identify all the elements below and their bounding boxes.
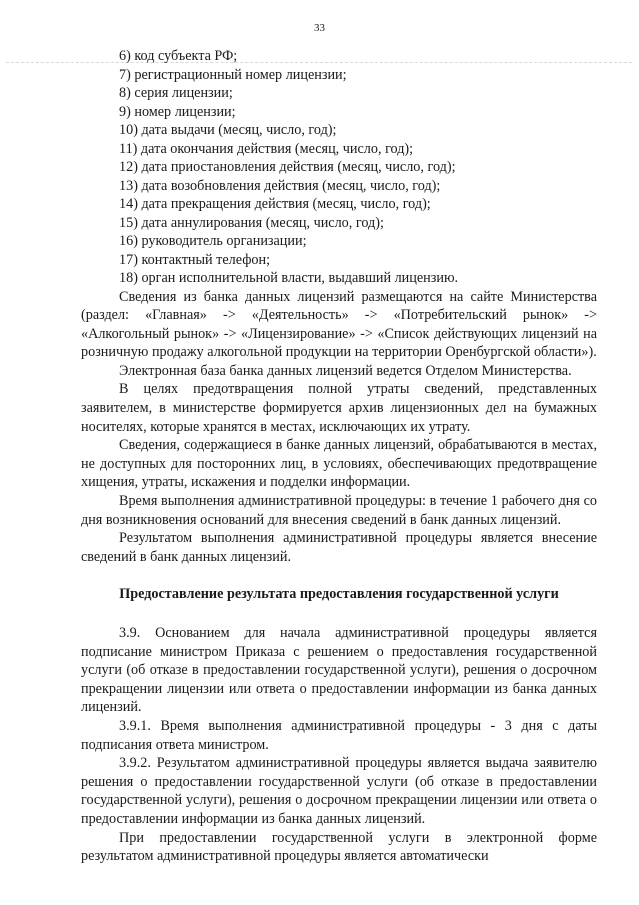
list-item: 14) дата прекращения действия (месяц, число, год); [119, 196, 431, 212]
list-item: 15) дата аннулирования (месяц, число, год); [119, 214, 384, 231]
paragraph-execution-time: Время выполнения административной процедуры: в течение 1 рабочего дня со дня возникновения оснований для внесения сведений в банк данных лицензий. [81, 493, 597, 528]
list-item: 18) орган исполнительной власти, выдавший лицензию. [119, 270, 459, 286]
list-item: 6) код субъекта РФ; [119, 48, 238, 64]
paragraph-electronic-database: Электронная база банка данных лицензий ведется Отделом Министерства. [119, 362, 572, 379]
list-item: 12) дата приостановления действия (месяц, число, год); [119, 159, 456, 175]
paragraph-3-9: 3.9. Основанием для начала административной процедуры является подписание министром Приказа с решением о предоставления государственной услуги (об отказе в предоставлении государственной услуги), решения о досрочном прекращении лицензии или ответа о предоставлении информации из банка данных лицензий. [81, 625, 597, 716]
section-heading: Предоставление результата предоставления государственной услуги [119, 586, 559, 603]
list-item: 9) номер лицензии; [119, 103, 236, 120]
paragraph-site-publication: Сведения из банка данных лицензий размещаются на сайте Министерства (раздел: «Главная» -> «Деятельность» -> «Потребительский рынок» -> «Алкогольный рынок» -> «Лицензирование» -> «Список действующих лицензий на розничную продажу алкогольной продукции на территории Оренбургской области»). [81, 288, 597, 361]
list-item: 17) контактный телефон; [119, 251, 271, 268]
paragraph-3-9-2: 3.9.2. Результатом административной процедуры является выдача заявителю решения о предоставлении государственной услуги (об отказе в предоставлении государственной услуги), решения о досрочном прекращении лицензии или ответа о предоставлении информации из банка данных лицензий. [81, 755, 597, 827]
paragraph-electronic-form: При предоставлении государственной услуги в электронной форме результатом административной процедуры является автоматически [81, 829, 597, 865]
list-item: 7) регистрационный номер лицензии; [119, 66, 347, 83]
license-field-list [81, 47, 597, 288]
list-item: 8) серия лицензии; [119, 85, 233, 101]
list-item: 10) дата выдачи (месяц, число, год); [119, 122, 337, 138]
list-item: 16) руководитель организации; [119, 233, 307, 249]
page-number: 33 [314, 22, 325, 34]
page-content [81, 47, 597, 866]
paragraph-archive: В целях предотвращения полной утраты сведений, представленных заявителем, в министерстве формируется архив лицензионных дел на бумажных носителях, которые хранятся в местах, исключающих их утрату. [81, 381, 597, 435]
list-item: 11) дата окончания действия (месяц, число, год); [119, 140, 414, 157]
list-item: 13) дата возобновления действия (месяц, число, год); [119, 177, 441, 194]
paragraph-data-protection: Сведения, содержащиеся в банке данных лицензий, обрабатываются в местах, не доступных для посторонних лиц, в условиях, обеспечивающих предотвращение хищения, утраты, искажения и подделки информации. [81, 437, 597, 491]
paragraph-3-9-1: 3.9.1. Время выполнения административной процедуры - 3 дня с даты подписания ответа министром. [81, 717, 597, 753]
paragraph-result: Результатом выполнения административной процедуры является внесение сведений в банк данных лицензий. [81, 530, 597, 565]
